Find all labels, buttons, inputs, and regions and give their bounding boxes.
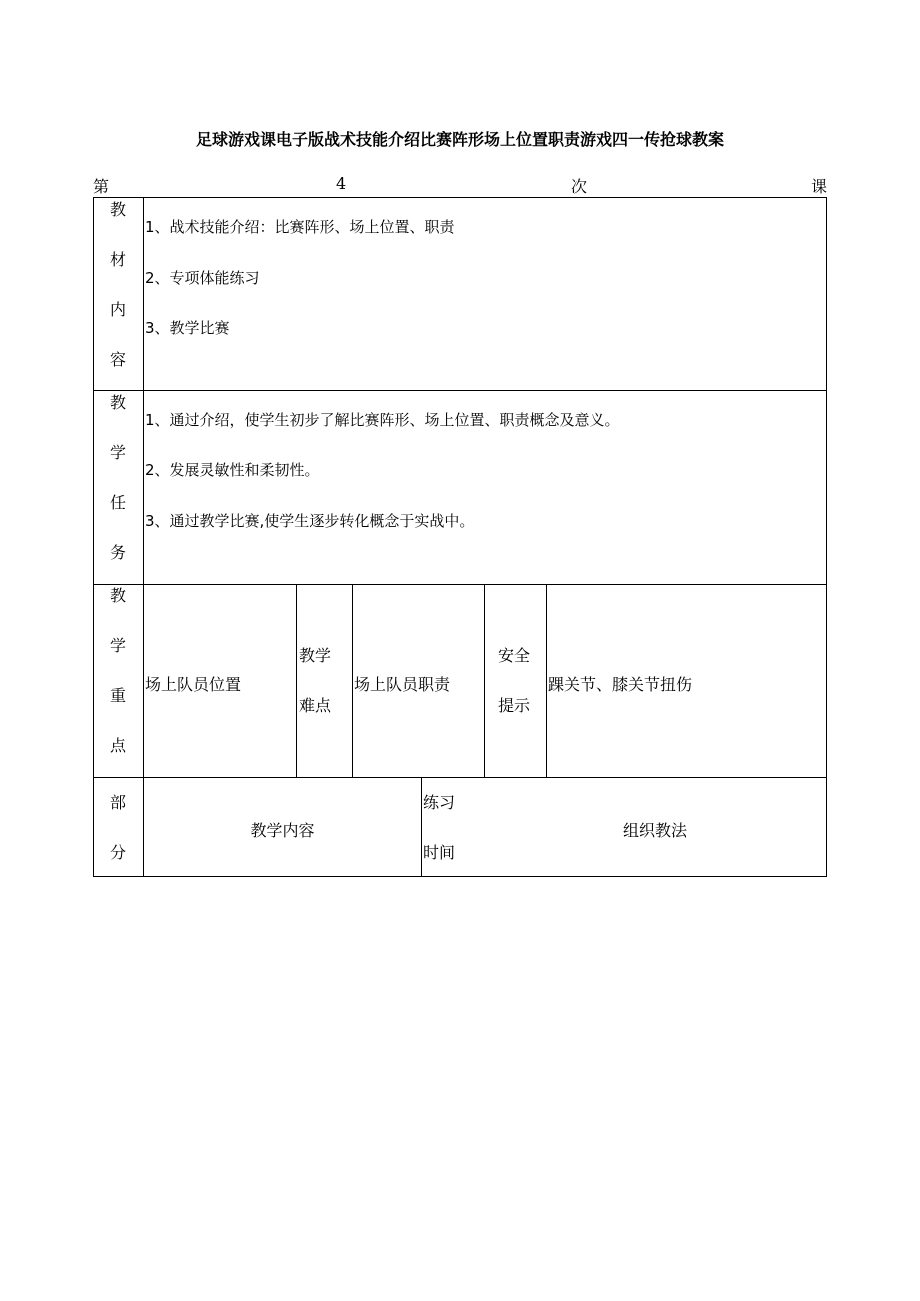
row-divider-3	[93, 777, 827, 778]
time-label-line: 时间	[423, 843, 456, 862]
label-column-divider	[143, 197, 144, 877]
content-header: 教学内容	[250, 821, 315, 840]
focus-divider-4	[546, 584, 547, 778]
sections-label-char: 部	[109, 793, 126, 812]
materials-label-char: 教	[109, 200, 126, 219]
focus-divider-1	[296, 584, 297, 778]
lesson-table	[93, 197, 827, 877]
tasks-label-char: 务	[109, 543, 126, 562]
focus-label	[93, 571, 143, 771]
materials-item: 2、专项体能练习	[145, 269, 260, 287]
tasks-item: 2、发展灵敏性和柔韧性。	[145, 461, 320, 479]
materials-label-char: 材	[109, 250, 126, 269]
tasks-label-char: 学	[109, 443, 126, 462]
focus-label-char: 学	[109, 636, 126, 655]
focus-label-char: 重	[109, 686, 126, 705]
row-divider-2	[93, 584, 827, 585]
lesson-line	[93, 174, 827, 198]
sections-label-char: 分	[109, 843, 126, 862]
tasks-item: 3、通过教学比赛,使学生逐步转化概念于实战中。	[145, 512, 475, 530]
sections-label	[93, 778, 143, 878]
focus-divider-2	[352, 584, 353, 778]
materials-label	[93, 185, 143, 385]
tasks-label	[93, 378, 143, 578]
safety-label-line: 安全	[498, 646, 531, 665]
difficulty-label-line: 教学	[299, 646, 332, 665]
lesson-number: 4	[336, 174, 347, 193]
difficulty-label	[299, 631, 331, 731]
tasks-label-char: 教	[109, 393, 126, 412]
lesson-middle: 次	[571, 177, 588, 196]
row-divider-1	[93, 390, 827, 391]
safety-text: 踝关节、膝关节扭伤	[548, 675, 693, 694]
tasks-label-char: 任	[109, 493, 126, 512]
focus-label-char: 点	[109, 736, 126, 755]
tasks-item: 1、通过介绍，使学生初步了解比赛阵形、场上位置、职责概念及意义。	[145, 411, 620, 429]
focus-divider-3	[484, 584, 485, 778]
materials-item: 1、战术技能介绍：比赛阵形、场上位置、职责	[145, 218, 455, 236]
method-header: 组织教法	[622, 821, 687, 840]
lesson-prefix: 第	[93, 177, 110, 196]
time-label-line: 练习	[423, 793, 456, 812]
materials-label-char: 容	[109, 350, 126, 369]
document-title: 足球游戏课电子版战术技能介绍比赛阵形场上位置职责游戏四一传抢球教案	[195, 130, 724, 149]
difficulty-label-line: 难点	[299, 696, 332, 715]
lesson-suffix: 课	[811, 177, 828, 196]
safety-label	[498, 631, 530, 731]
materials-label-char: 内	[109, 300, 126, 319]
focus-label-char: 教	[109, 586, 126, 605]
key-point-text: 场上队员位置	[145, 675, 242, 694]
difficulty-text: 场上队员职责	[354, 675, 451, 694]
materials-item: 3、教学比赛	[145, 319, 230, 337]
safety-label-line: 提示	[498, 696, 531, 715]
